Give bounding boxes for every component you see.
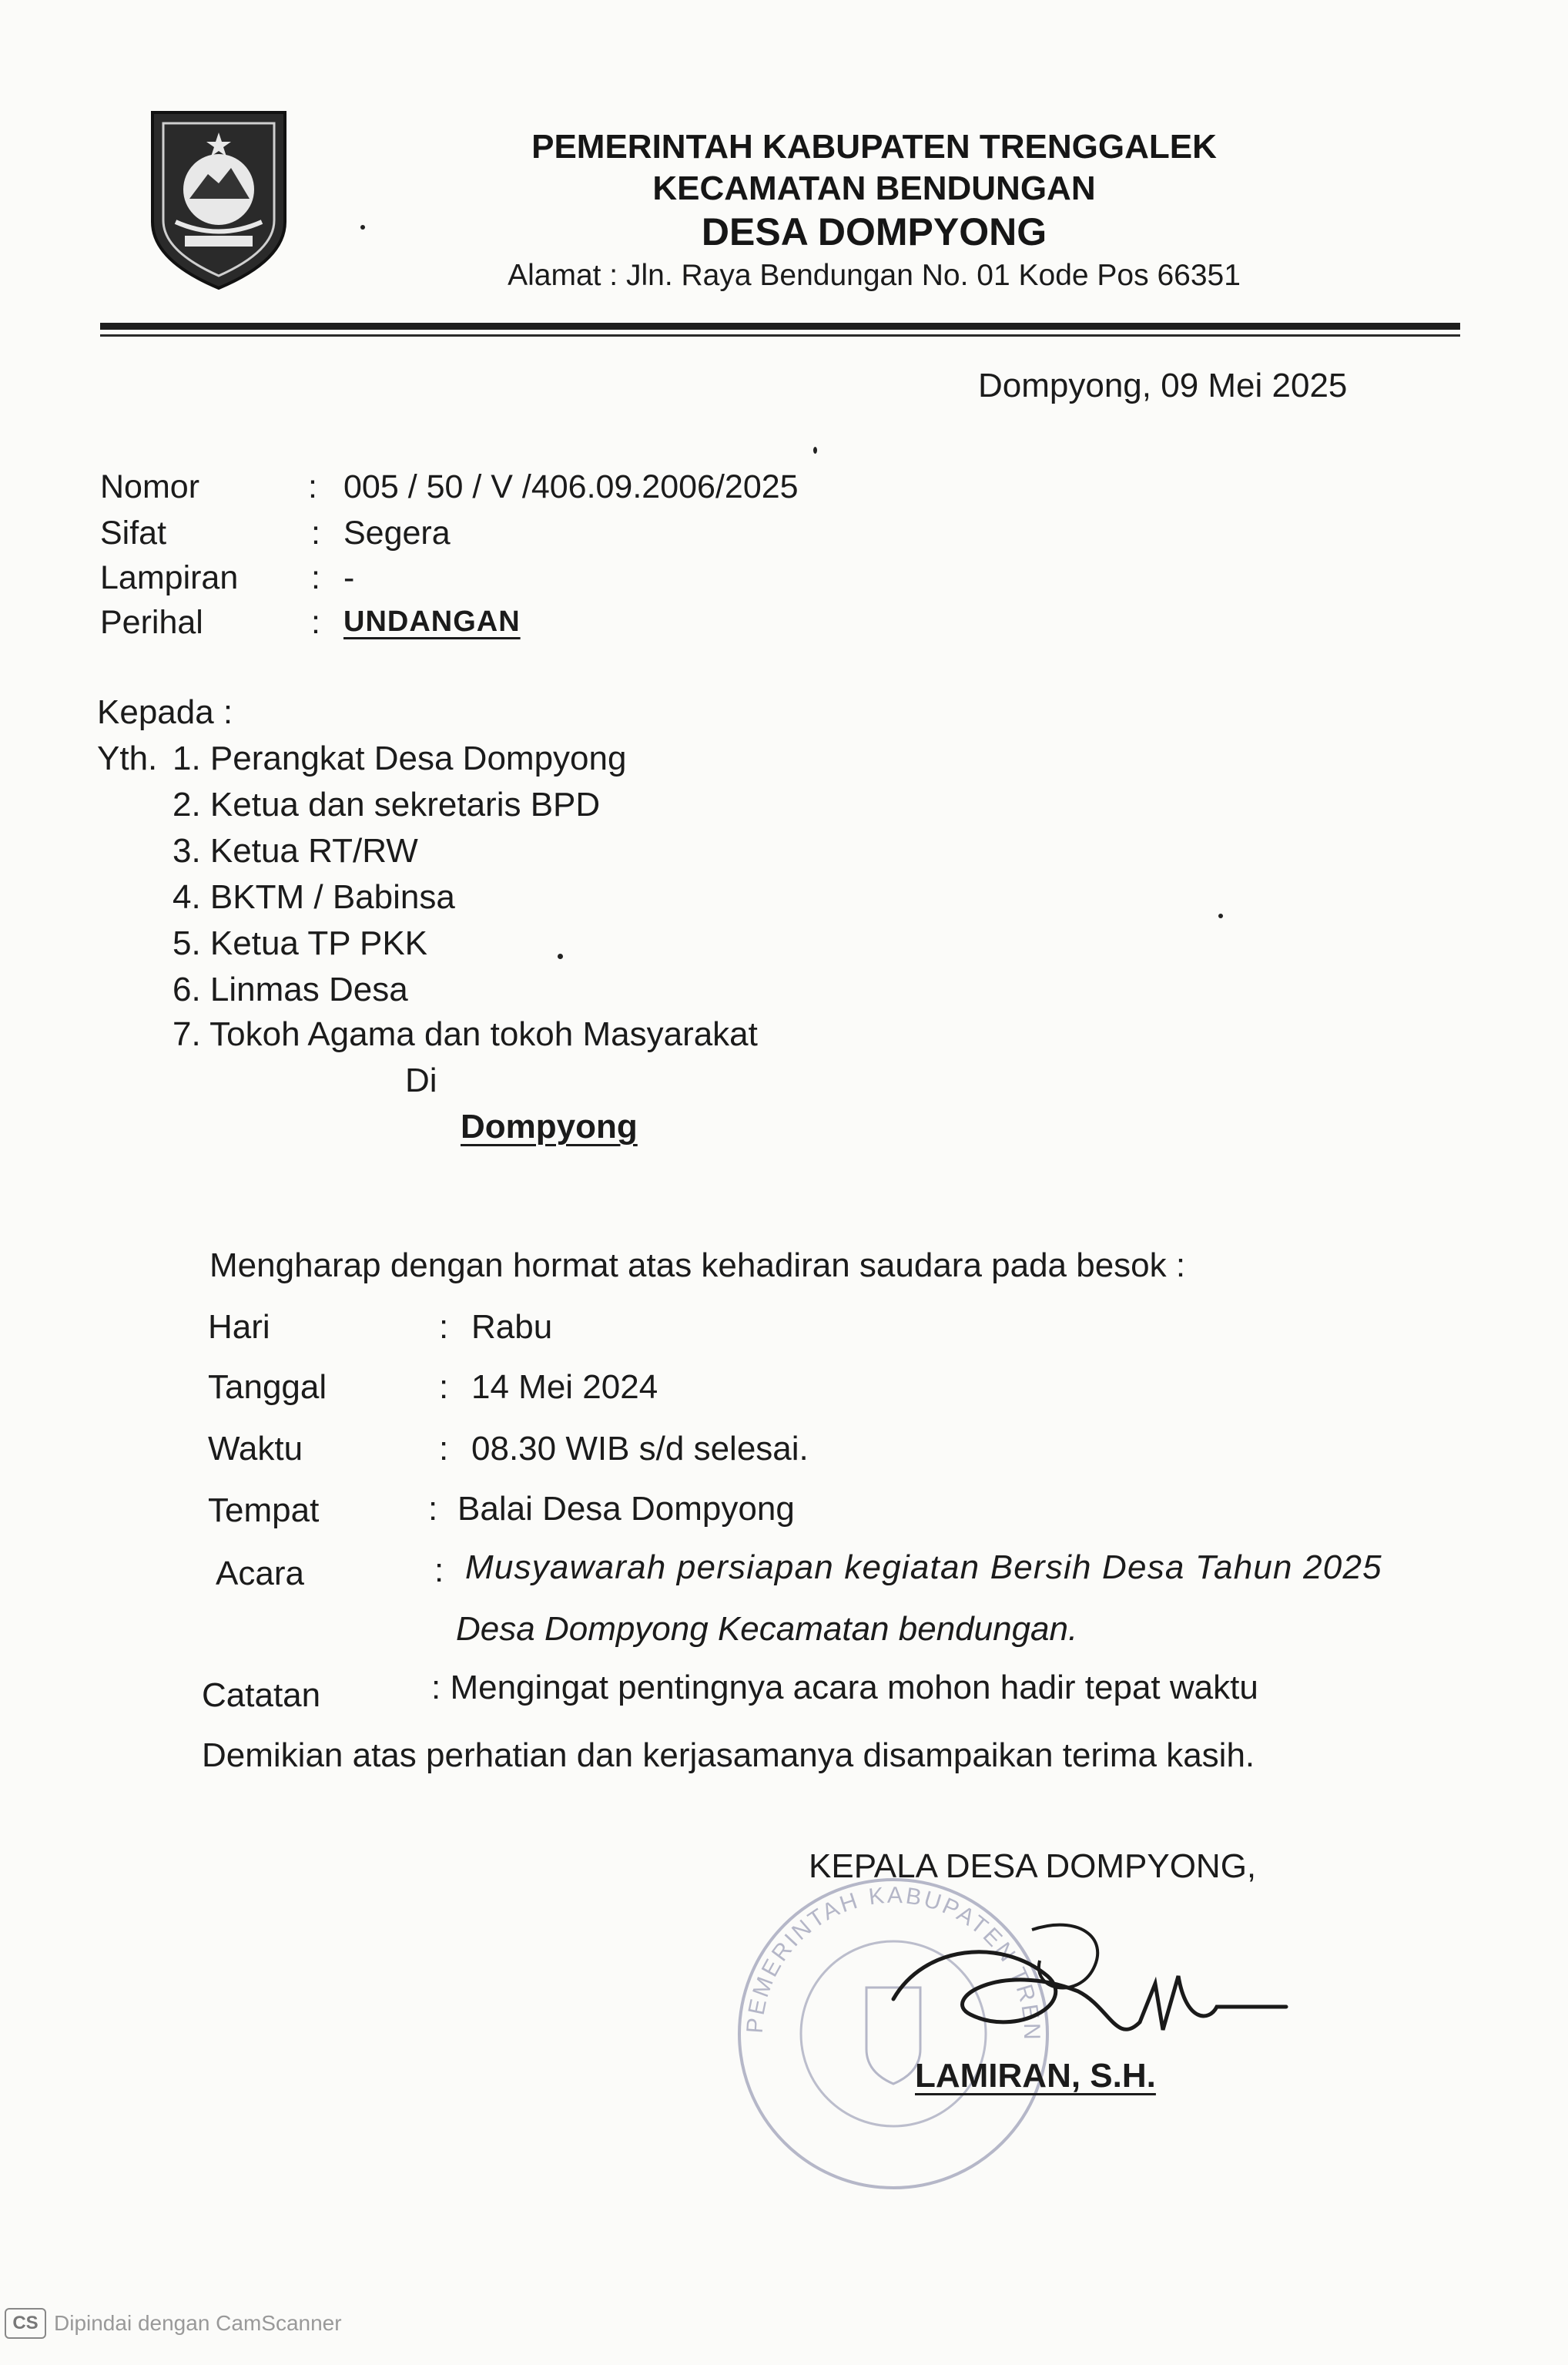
detail-value-waktu: 08.30 WIB s/d selesai. [471,1430,809,1468]
letterhead-rule-thick [100,323,1460,330]
detail-colon: : [434,1552,444,1589]
meta-value-lampiran: - [343,559,355,596]
meta-value-nomor: 005 / 50 / V /406.09.2006/2025 [343,468,799,505]
scan-speck [1218,914,1223,918]
letterhead-village: DESA DOMPYONG [701,210,1047,253]
detail-value-tanggal: 14 Mei 2024 [471,1368,658,1406]
letterhead-address: Alamat : Jln. Raya Bendungan No. 01 Kode Pos 66351 [508,259,1241,292]
meta-label-sifat: Sifat [100,515,167,552]
meta-label-lampiran: Lampiran [100,559,239,596]
recipients-di: Di [405,1062,437,1099]
meta-label-nomor: Nomor [100,468,200,505]
body-intro: Mengharap dengan hormat atas kehadiran saudara pada besok : [209,1246,1186,1284]
catatan-value: : Mengingat pentingnya acara mohon hadir tepat waktu [431,1669,1258,1706]
detail-label-tempat: Tempat [208,1491,320,1529]
stamp-text: PEMERINTAH KABUPATEN TREN [742,1882,1045,2042]
meta-value-perihal: UNDANGAN [343,606,521,638]
detail-value-acara-line2: Desa Dompyong Kecamatan bendungan. [456,1610,1078,1648]
meta-colon: : [311,604,320,641]
detail-label-acara: Acara [216,1555,304,1592]
recipient-item: 2. Ketua dan sekretaris BPD [173,786,601,824]
letterhead-district: KECAMATAN BENDUNGAN [652,169,1096,207]
signatory-name: LAMIRAN, S.H. [915,2057,1156,2095]
letter-date: Dompyong, 09 Mei 2025 [978,367,1348,404]
detail-colon: : [439,1368,449,1406]
recipient-item: 6. Linmas Desa [173,971,408,1008]
scan-speck [558,954,563,959]
recipients-yth: Yth. [97,740,158,777]
scan-speck [360,225,365,230]
recipient-item: 7. Tokoh Agama dan tokoh Masyarakat [173,1015,758,1053]
scan-speck [813,447,817,454]
meta-colon: : [311,559,320,596]
meta-colon: : [311,515,320,552]
meta-label-perihal: Perihal [100,604,203,641]
recipient-item: 3. Ketua RT/RW [173,832,418,870]
recipient-item: 4. BKTM / Babinsa [173,878,455,916]
detail-colon: : [439,1430,449,1468]
letterhead-rule-thin [100,334,1460,337]
detail-label-waktu: Waktu [208,1430,303,1468]
detail-label-hari: Hari [208,1308,270,1346]
recipients-heading: Kepada : [97,693,233,731]
recipient-item: 1. Perangkat Desa Dompyong [173,740,627,777]
detail-colon: : [428,1490,438,1528]
closing-sentence: Demikian atas perhatian dan kerjasamanya disampaikan terima kasih. [202,1736,1255,1774]
camscanner-badge: CS [5,2308,46,2339]
recipient-item: 5. Ketua TP PKK [173,924,428,962]
detail-value-tempat: Balai Desa Dompyong [457,1490,795,1528]
meta-value-sifat: Segera [343,515,451,552]
camscanner-watermark: Dipindai dengan CamScanner [54,2311,342,2335]
catatan-label: Catatan [202,1676,321,1714]
detail-label-tanggal: Tanggal [208,1368,327,1406]
detail-value-acara: Musyawarah persiapan kegiatan Bersih Desa Tahun 2025 [465,1548,1382,1586]
detail-value-hari: Rabu [471,1308,553,1346]
letterhead-government: PEMERINTAH KABUPATEN TRENGGALEK [531,128,1217,166]
recipients-place: Dompyong [461,1108,638,1146]
meta-colon: : [308,468,317,505]
signature-title: KEPALA DESA DOMPYONG, [809,1847,1257,1885]
detail-colon: : [439,1308,449,1346]
